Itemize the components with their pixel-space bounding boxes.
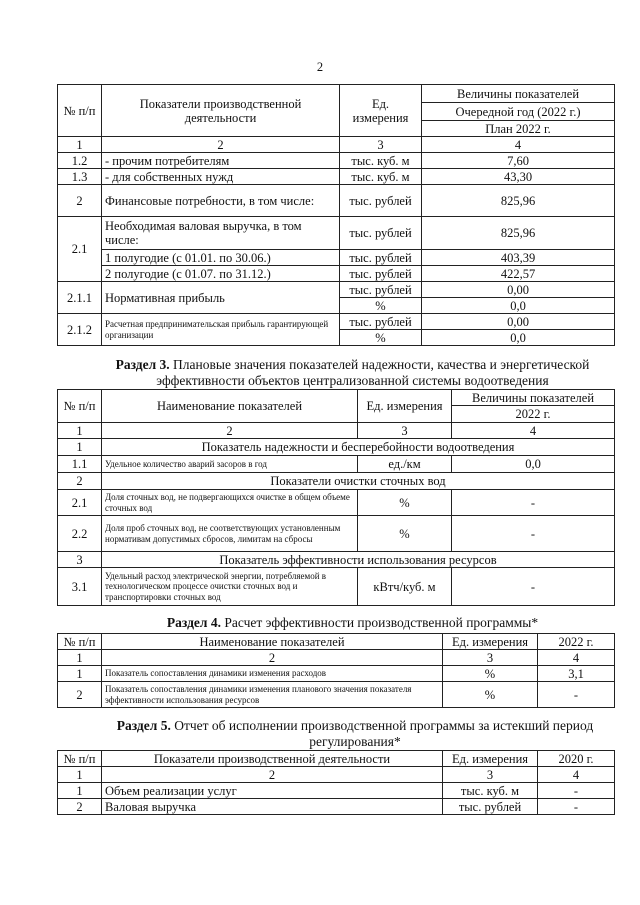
row-unit: тыс. куб. м	[340, 153, 422, 169]
row-num: 1	[58, 783, 102, 799]
table-row	[58, 250, 615, 266]
row-unit: кВтч/куб. м	[358, 568, 452, 606]
reliability-indicators-table	[57, 389, 615, 606]
row-num: 2.2	[58, 516, 102, 552]
row-unit: %	[358, 516, 452, 552]
index-cell: 1	[58, 650, 102, 666]
row-value: 0,0	[452, 456, 615, 473]
header-plan: План 2022 г.	[422, 121, 615, 137]
header-values: Величины показателей	[422, 85, 615, 103]
header-unit: Ед. измерения	[358, 390, 452, 423]
row-unit: тыс. рублей	[340, 266, 422, 282]
index-cell: 4	[422, 137, 615, 153]
row-unit: тыс. рублей	[340, 250, 422, 266]
row-name: Удельный расход электрической энергии, потребляемой в технологическом процессе очистки сточных вод и транспортировки сточных вод	[102, 568, 358, 606]
section3-title-text: Плановые значения показателей надежности, качества и энергетической эффективности объектов централизованной системы водоотведения	[156, 357, 590, 388]
row-name: Финансовые потребности, в том числе:	[102, 185, 340, 217]
row-name: Нормативная прибыль	[102, 282, 340, 314]
section3-title-bold: Раздел 3.	[115, 357, 170, 372]
header-name: Наименование показателей	[102, 390, 358, 423]
row-value: 403,39	[422, 250, 615, 266]
row-unit: %	[443, 666, 538, 682]
page-number: 2	[316, 60, 324, 74]
header-year: 2022 г.	[452, 406, 615, 423]
table-row	[58, 185, 615, 217]
row-name: Показатель сопоставления динамики изменения расходов	[102, 666, 443, 682]
row-name: Доля проб сточных вод, не соответствующих установленным нормативам допустимых сбросов, лимитам на сбросы	[102, 516, 358, 552]
table-row	[58, 266, 615, 282]
table-row	[58, 153, 615, 169]
row-value: -	[538, 799, 615, 815]
row-num: 1.2	[58, 153, 102, 169]
section3-heading	[90, 357, 615, 389]
row-unit: %	[340, 330, 422, 346]
group-num: 2	[58, 473, 102, 490]
section5-title-bold: Раздел 5.	[116, 718, 171, 733]
header-num: № п/п	[58, 390, 102, 423]
index-row	[58, 137, 615, 153]
execution-report-table	[57, 750, 615, 815]
header-num: № п/п	[58, 85, 102, 137]
row-value: -	[538, 682, 615, 708]
row-num: 1.1	[58, 456, 102, 473]
header-year: Очередной год (2022 г.)	[422, 103, 615, 121]
header-name: Показатели производственной деятельности	[102, 85, 340, 137]
row-num: 2	[58, 185, 102, 217]
row-unit: ед./км	[358, 456, 452, 473]
header-num: № п/п	[58, 634, 102, 650]
row-num: 2	[58, 682, 102, 708]
table-row	[58, 456, 615, 473]
table-row	[58, 666, 615, 682]
index-row	[58, 423, 615, 439]
efficiency-table	[57, 633, 615, 708]
row-value: -	[452, 568, 615, 606]
group-title: Показатели очистки сточных вод	[102, 473, 615, 490]
header-unit: Ед. измерения	[443, 751, 538, 767]
row-name: - для собственных нужд	[102, 169, 340, 185]
row-name: Удельное количество аварий засоров в год	[102, 456, 358, 473]
row-unit: тыс. рублей	[340, 314, 422, 330]
row-num: 1.3	[58, 169, 102, 185]
row-unit: %	[443, 682, 538, 708]
header-year: 2020 г.	[538, 751, 615, 767]
table-row	[58, 568, 615, 606]
row-num: 2.1	[58, 217, 102, 282]
row-value: 3,1	[538, 666, 615, 682]
row-unit: тыс. рублей	[340, 217, 422, 250]
row-num: 2	[58, 799, 102, 815]
index-cell: 1	[58, 137, 102, 153]
index-cell: 4	[538, 650, 615, 666]
header-unit: Ед. измерения	[340, 85, 422, 137]
index-cell: 2	[102, 767, 443, 783]
table-row	[58, 282, 615, 298]
group-row	[58, 473, 615, 490]
header-num: № п/п	[58, 751, 102, 767]
header-year: 2022 г.	[538, 634, 615, 650]
row-value: -	[452, 516, 615, 552]
index-cell: 2	[102, 137, 340, 153]
row-value: -	[452, 490, 615, 516]
row-name: Валовая выручка	[102, 799, 443, 815]
table-row	[58, 169, 615, 185]
index-cell: 1	[58, 767, 102, 783]
row-name: Доля сточных вод, не подвергающихся очистке в общем объеме сточных вод	[102, 490, 358, 516]
index-cell: 4	[452, 423, 615, 439]
row-value: 7,60	[422, 153, 615, 169]
row-num: 3.1	[58, 568, 102, 606]
index-cell: 1	[58, 423, 102, 439]
index-cell: 2	[102, 650, 443, 666]
row-unit: тыс. куб. м	[443, 783, 538, 799]
row-value: 43,30	[422, 169, 615, 185]
group-num: 1	[58, 439, 102, 456]
row-name: 2 полугодие (с 01.07. по 31.12.)	[102, 266, 340, 282]
index-cell: 3	[340, 137, 422, 153]
row-value: 825,96	[422, 185, 615, 217]
header-name: Наименование показателей	[102, 634, 443, 650]
row-num: 1	[58, 666, 102, 682]
row-value: 825,96	[422, 217, 615, 250]
row-num: 2.1.1	[58, 282, 102, 314]
row-unit: %	[340, 298, 422, 314]
row-name: 1 полугодие (с 01.01. по 30.06.)	[102, 250, 340, 266]
row-name: Расчетная предпринимательская прибыль гарантирующей организации	[102, 314, 340, 346]
table-row	[58, 217, 615, 250]
row-name: - прочим потребителям	[102, 153, 340, 169]
row-num: 2.1.2	[58, 314, 102, 346]
index-cell: 3	[358, 423, 452, 439]
section5-heading	[100, 718, 610, 750]
row-unit: тыс. рублей	[340, 185, 422, 217]
index-cell: 2	[102, 423, 358, 439]
row-unit: тыс. рублей	[443, 799, 538, 815]
index-cell: 4	[538, 767, 615, 783]
row-unit: %	[358, 490, 452, 516]
row-value: 0,00	[422, 314, 615, 330]
table-row	[58, 314, 615, 330]
header-unit: Ед. измерения	[443, 634, 538, 650]
row-num: 2.1	[58, 490, 102, 516]
group-title: Показатель эффективности использования ресурсов	[102, 552, 615, 568]
table-row	[58, 682, 615, 708]
row-value: 0,00	[422, 282, 615, 298]
table-row	[58, 783, 615, 799]
group-num: 3	[58, 552, 102, 568]
table-row	[58, 516, 615, 552]
section4-title-bold: Раздел 4.	[166, 615, 221, 630]
row-value: -	[538, 783, 615, 799]
group-row	[58, 552, 615, 568]
index-row	[58, 650, 615, 666]
row-value: 0,0	[422, 330, 615, 346]
row-unit: тыс. куб. м	[340, 169, 422, 185]
table-row	[58, 799, 615, 815]
row-name: Необходимая валовая выручка, в том числе:	[102, 217, 340, 250]
row-unit: тыс. рублей	[340, 282, 422, 298]
row-name: Показатель сопоставления динамики изменения планового значения показателя эффективности использования ресурсов	[102, 682, 443, 708]
section5-title-text: Отчет об исполнении производственной программы за истекший период регулирования*	[170, 718, 594, 749]
index-cell: 3	[443, 650, 538, 666]
group-title: Показатель надежности и бесперебойности водоотведения	[102, 439, 615, 456]
row-value: 0,0	[422, 298, 615, 314]
row-name: Объем реализации услуг	[102, 783, 443, 799]
production-indicators-table	[57, 84, 615, 346]
row-value: 422,57	[422, 266, 615, 282]
header-name: Показатели производственной деятельности	[102, 751, 443, 767]
group-row	[58, 439, 615, 456]
index-row	[58, 767, 615, 783]
section4-title-text: Расчет эффективности производственной программы*	[220, 615, 539, 630]
table-row	[58, 490, 615, 516]
section4-heading	[90, 615, 615, 631]
index-cell: 3	[443, 767, 538, 783]
header-values: Величины показателей	[452, 390, 615, 406]
